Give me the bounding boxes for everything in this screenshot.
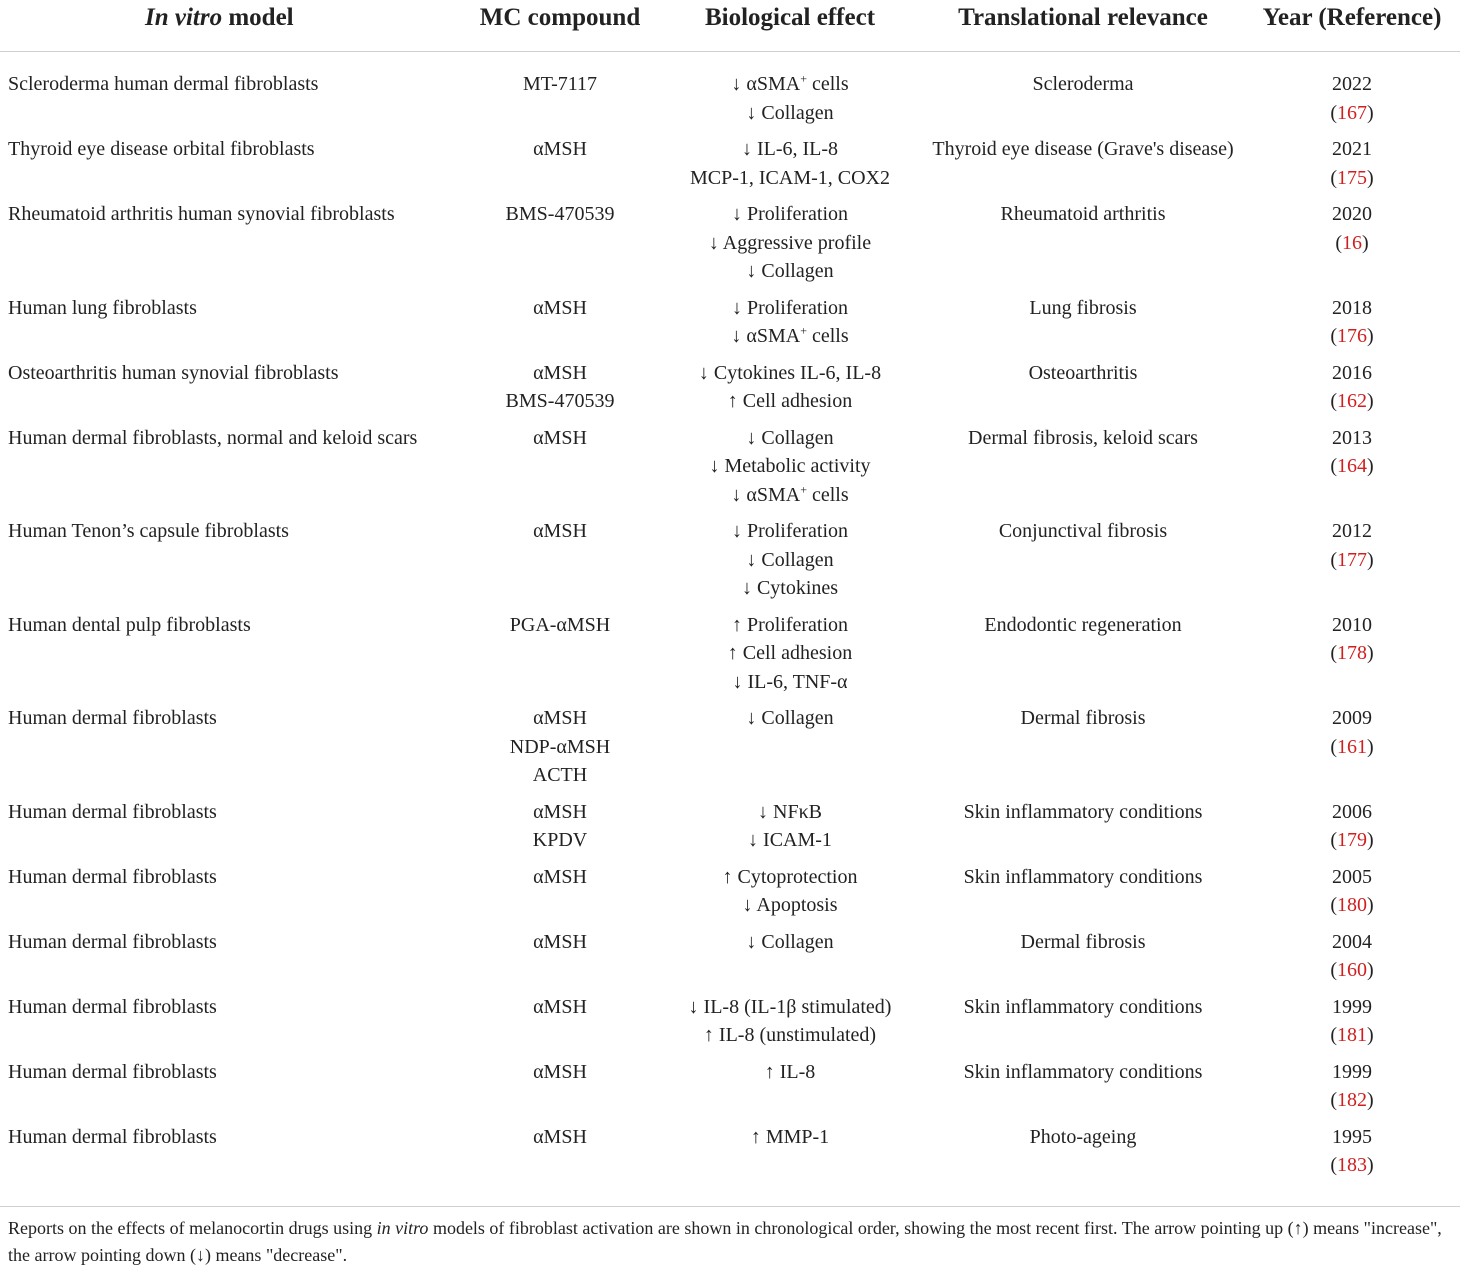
effect-text: ↓ NFκB [758,800,822,823]
effect-superscript: + [800,323,807,338]
effect-line [658,668,922,697]
effect-line [658,928,922,957]
cell-year-reference [1244,192,1460,286]
year-value: 2022 [1332,73,1372,95]
table-row [0,603,1460,697]
reference-line [1244,387,1460,416]
reference-link[interactable]: 182 [1337,1089,1367,1111]
open-paren: ( [1335,231,1342,254]
table-row [0,351,1460,416]
effect-text: ↓ ICAM-1 [748,829,832,851]
effect-line [658,99,922,128]
effect-text: ↓ αSMA [731,483,801,506]
effect-suffix: cells [806,73,849,95]
effect-line [658,574,922,603]
reference-link[interactable]: 179 [1337,829,1367,851]
effect-text: ↓ Apoptosis [742,894,838,916]
year-value: 2021 [1332,138,1372,160]
cell-year-reference [1244,1050,1460,1115]
close-paren: ) [1367,894,1374,916]
year-value: 1999 [1332,995,1372,1018]
compound-line: αMSH [533,930,587,953]
year-value: 2016 [1332,361,1372,384]
reference-link[interactable]: 175 [1337,166,1367,189]
cell-year-reference [1244,509,1460,603]
compound-line: BMS-470539 [505,390,615,412]
cell-effect [658,1115,922,1180]
reference-link[interactable]: 178 [1337,642,1367,664]
cell-year-reference [1244,920,1460,985]
table-row [0,1050,1460,1115]
table-row [0,696,1460,790]
open-paren: ( [1330,455,1337,477]
cell-effect [658,1050,922,1115]
compound-line: PGA-αMSH [509,613,611,636]
reference-line [1244,322,1460,351]
reference-link[interactable]: 180 [1337,894,1367,916]
cell-year-reference [1244,603,1460,697]
compound-line: αMSH [533,800,587,823]
year-value: 2009 [1332,707,1372,729]
cell-effect [658,790,922,855]
effect-text: ↓ Proliferation [731,296,849,319]
effect-line [658,1021,922,1050]
cell-compound [462,286,658,351]
compound-line: αMSH [533,1060,587,1083]
open-paren: ( [1330,1089,1337,1111]
compound-line: BMS-470539 [505,203,615,225]
effect-line [658,611,922,640]
reference-link[interactable]: 164 [1337,455,1367,477]
year-value: 1995 [1332,1125,1372,1148]
reference-line [1244,891,1460,920]
header-effect: Biological effect [658,0,922,52]
effect-text: ↓ Metabolic activity [709,455,871,477]
year-value: 1999 [1332,1060,1372,1083]
effect-text: ↓ αSMA [731,325,801,347]
effect-text: ↓ Cytokines IL-6, IL-8 [698,361,882,384]
open-paren: ( [1330,894,1337,916]
effect-line [658,1123,922,1152]
effect-superscript: + [800,71,807,86]
year-value: 2004 [1332,930,1372,953]
table-row [0,52,1460,128]
open-paren: ( [1330,959,1337,981]
year-value: 2018 [1332,296,1372,319]
open-paren: ( [1330,390,1337,412]
cell-effect [658,351,922,416]
effect-text: ↑ IL-8 [764,1060,816,1083]
header-model-rest: model [222,4,294,31]
effect-text: ↓ IL-6, TNF-α [732,670,848,693]
cell-relevance: Rheumatoid arthritis [1000,203,1166,225]
close-paren: ) [1367,325,1374,347]
cell-relevance: Skin inflammatory conditions [963,995,1203,1018]
open-paren: ( [1330,735,1337,758]
effect-text: ↓ Proliferation [731,520,849,542]
effect-line [658,322,922,351]
cell-compound [462,1115,658,1180]
cell-relevance: Photo-ageing [1029,1125,1137,1148]
open-paren: ( [1330,166,1337,189]
cell-model: Human dermal fibroblasts [8,995,217,1018]
reference-line [1244,164,1460,193]
cell-year-reference [1244,1115,1460,1180]
effect-line [658,294,922,323]
reference-link[interactable]: 176 [1337,325,1367,347]
cell-compound [462,985,658,1050]
table-row [0,920,1460,985]
reference-line [1244,452,1460,481]
effect-line [658,798,922,827]
table-row [0,127,1460,192]
reference-link[interactable]: 167 [1337,101,1367,124]
close-paren: ) [1367,642,1374,664]
table-header [0,0,1460,52]
cell-year-reference [1244,127,1460,192]
footnote-text-after: models of fibroblast activation are shown in chronological order, showing the most recent first. The arrow pointing up (↑) means "increase", the arrow pointing down (↓) means "decrease". [8,1218,1442,1265]
reference-line [1244,733,1460,762]
effect-line [658,993,922,1022]
close-paren: ) [1367,735,1374,758]
cell-compound [462,790,658,855]
effect-text: ↑ MMP-1 [750,1125,830,1148]
cell-relevance: Dermal fibrosis [1020,707,1146,729]
cell-compound [462,509,658,603]
effect-line [658,387,922,416]
close-paren: ) [1362,231,1369,254]
cell-relevance: Skin inflammatory conditions [963,865,1203,888]
year-value: 2020 [1332,203,1372,225]
cell-relevance: Scleroderma [1032,73,1134,95]
cell-compound [462,351,658,416]
effect-text: ↓ Cytokines [741,577,839,599]
table-row [0,416,1460,510]
open-paren: ( [1330,1154,1337,1176]
cell-model: Human dermal fibroblasts [8,1125,217,1148]
cell-compound [462,920,658,985]
compound-line: NDP-αMSH [509,735,611,758]
reference-line [1244,956,1460,985]
effect-text: ↓ Aggressive profile [708,231,872,254]
compound-line: αMSH [533,865,587,888]
open-paren: ( [1330,642,1337,664]
cell-model: Human dermal fibroblasts [8,865,217,888]
effect-text: ↓ Collagen [746,930,834,953]
footnote-italic: in vitro [376,1218,429,1238]
compound-line: αMSH [533,1125,587,1148]
cell-model: Human dental pulp fibroblasts [8,613,251,636]
cell-model: Human dermal fibroblasts [8,800,217,823]
effect-text: ↓ αSMA [731,73,801,95]
reference-link[interactable]: 16 [1342,231,1362,254]
effect-text: ↓ Collagen [746,260,834,282]
year-value: 2010 [1332,613,1372,636]
effect-text: ↓ Collagen [746,426,834,449]
close-paren: ) [1367,455,1374,477]
cell-relevance: Osteoarthritis [1028,361,1138,384]
cell-year-reference [1244,790,1460,855]
effect-text: ↑ Cytoprotection [722,865,858,888]
reference-line [1244,229,1460,258]
cell-compound [462,127,658,192]
table-row [0,790,1460,855]
cell-compound [462,1050,658,1115]
cell-year-reference [1244,985,1460,1050]
open-paren: ( [1330,829,1337,851]
cell-year-reference [1244,696,1460,790]
reference-line [1244,99,1460,128]
cell-compound [462,603,658,697]
cell-effect [658,985,922,1050]
effect-superscript: + [800,481,807,496]
table-row [0,985,1460,1050]
close-paren: ) [1367,548,1374,571]
cell-effect [658,855,922,920]
cell-model: Thyroid eye disease orbital fibroblasts [8,138,315,160]
cell-relevance: Thyroid eye disease (Grave's disease) [932,138,1234,160]
effect-line [658,1058,922,1087]
cell-effect [658,416,922,510]
year-value: 2006 [1332,800,1372,823]
cell-year-reference [1244,52,1460,128]
effect-text: ↓ IL-8 (IL-1β stimulated) [688,995,892,1018]
close-paren: ) [1367,1154,1374,1176]
effect-line [658,229,922,258]
cell-relevance: Dermal fibrosis [1020,930,1146,953]
compound-line: αMSH [533,138,587,160]
cell-model: Human dermal fibroblasts, normal and keloid scars [8,426,418,449]
cell-year-reference [1244,855,1460,920]
effect-line [658,891,922,920]
cell-model: Human dermal fibroblasts [8,930,217,953]
reference-line [1244,1086,1460,1115]
table-row [0,192,1460,286]
close-paren: ) [1367,1024,1374,1046]
table-footnote [0,1206,1460,1269]
effect-line [658,452,922,481]
year-value: 2005 [1332,865,1372,888]
effect-text: MCP-1, ICAM-1, COX2 [689,166,891,189]
cell-effect [658,192,922,286]
table-row [0,286,1460,351]
reference-link[interactable]: 177 [1337,548,1367,571]
cell-model: Human dermal fibroblasts [8,1060,217,1083]
effect-text: ↓ Collagen [746,707,834,729]
cell-relevance: Lung fibrosis [1029,296,1137,319]
cell-model: Human lung fibroblasts [8,296,197,319]
cell-effect [658,509,922,603]
open-paren: ( [1330,1024,1337,1046]
effect-text: ↓ Proliferation [731,203,849,225]
close-paren: ) [1367,166,1374,189]
close-paren: ) [1367,959,1374,981]
cell-effect [658,696,922,790]
year-value: 2012 [1332,520,1372,542]
effect-text: ↑ Cell adhesion [727,642,853,664]
effect-suffix: cells [806,483,849,506]
compound-line: αMSH [533,707,587,729]
cell-relevance: Skin inflammatory conditions [963,1060,1203,1083]
footnote-text-before: Reports on the effects of melanocortin drugs using [8,1218,377,1238]
effect-text: ↓ Collagen [746,101,834,124]
cell-relevance: Skin inflammatory conditions [963,800,1203,823]
compound-line: αMSH [533,995,587,1018]
effect-text: ↓ Collagen [746,548,834,571]
effect-text: ↓ IL-6, IL-8 [741,138,839,160]
effect-line [658,517,922,546]
header-model [0,0,462,52]
effect-line [658,639,922,668]
effect-line [658,257,922,286]
compound-line: αMSH [533,296,587,319]
reference-link[interactable]: 161 [1337,735,1367,758]
effect-line [658,200,922,229]
table-row [0,1115,1460,1180]
cell-year-reference [1244,286,1460,351]
open-paren: ( [1330,325,1337,347]
table-body [0,52,1460,1180]
cell-compound [462,52,658,128]
reference-line [1244,826,1460,855]
open-paren: ( [1330,548,1337,571]
header-model-italic: In vitro [145,4,223,31]
reference-link[interactable]: 160 [1337,959,1367,981]
table-row [0,855,1460,920]
cell-compound [462,192,658,286]
header-row [0,0,1460,52]
compound-line: KPDV [532,829,588,851]
reference-line [1244,1151,1460,1180]
cell-compound [462,696,658,790]
effect-line [658,481,922,510]
close-paren: ) [1367,101,1374,124]
compound-line: ACTH [532,764,588,786]
cell-effect [658,127,922,192]
close-paren: ) [1367,1089,1374,1111]
compound-line: αMSH [533,426,587,449]
cell-effect [658,52,922,128]
cell-effect [658,603,922,697]
cell-effect [658,920,922,985]
cell-model: Human Tenon’s capsule fibroblasts [8,520,289,542]
close-paren: ) [1367,390,1374,412]
header-compound: MC compound [462,0,658,52]
effect-line [658,135,922,164]
compound-line: αMSH [533,361,587,384]
header-relevance: Translational relevance [922,0,1244,52]
cell-relevance: Endodontic regeneration [984,613,1182,636]
cell-model: Scleroderma human dermal fibroblasts [8,73,319,95]
cell-year-reference [1244,351,1460,416]
effect-line [658,546,922,575]
year-value: 2013 [1332,426,1372,449]
cell-relevance: Dermal fibrosis, keloid scars [968,426,1198,449]
reference-line [1244,1021,1460,1050]
cell-year-reference [1244,416,1460,510]
cell-model: Rheumatoid arthritis human synovial fibroblasts [8,203,395,225]
effect-line [658,359,922,388]
open-paren: ( [1330,101,1337,124]
close-paren: ) [1367,829,1374,851]
reference-link[interactable]: 181 [1337,1024,1367,1046]
cell-compound [462,416,658,510]
effect-text: ↑ IL-8 (unstimulated) [703,1024,877,1046]
header-year: Year (Reference) [1244,0,1460,52]
compound-line: αMSH [533,520,587,542]
compound-line: MT-7117 [522,73,598,95]
cell-relevance: Conjunctival fibrosis [998,520,1168,542]
reference-link[interactable]: 162 [1337,390,1367,412]
reference-line [1244,546,1460,575]
effect-line [658,826,922,855]
reference-line [1244,639,1460,668]
effect-line [658,863,922,892]
effect-line [658,424,922,453]
cell-compound [462,855,658,920]
effect-line [658,164,922,193]
cell-model: Osteoarthritis human synovial fibroblasts [8,361,339,384]
effect-text: ↑ Cell adhesion [727,390,853,412]
effect-line [658,70,922,99]
reference-link[interactable]: 183 [1337,1154,1367,1176]
effect-line [658,704,922,733]
cell-effect [658,286,922,351]
effect-suffix: cells [806,325,849,347]
effect-text: ↑ Proliferation [731,613,849,636]
cell-model: Human dermal fibroblasts [8,707,217,729]
table-row [0,509,1460,603]
